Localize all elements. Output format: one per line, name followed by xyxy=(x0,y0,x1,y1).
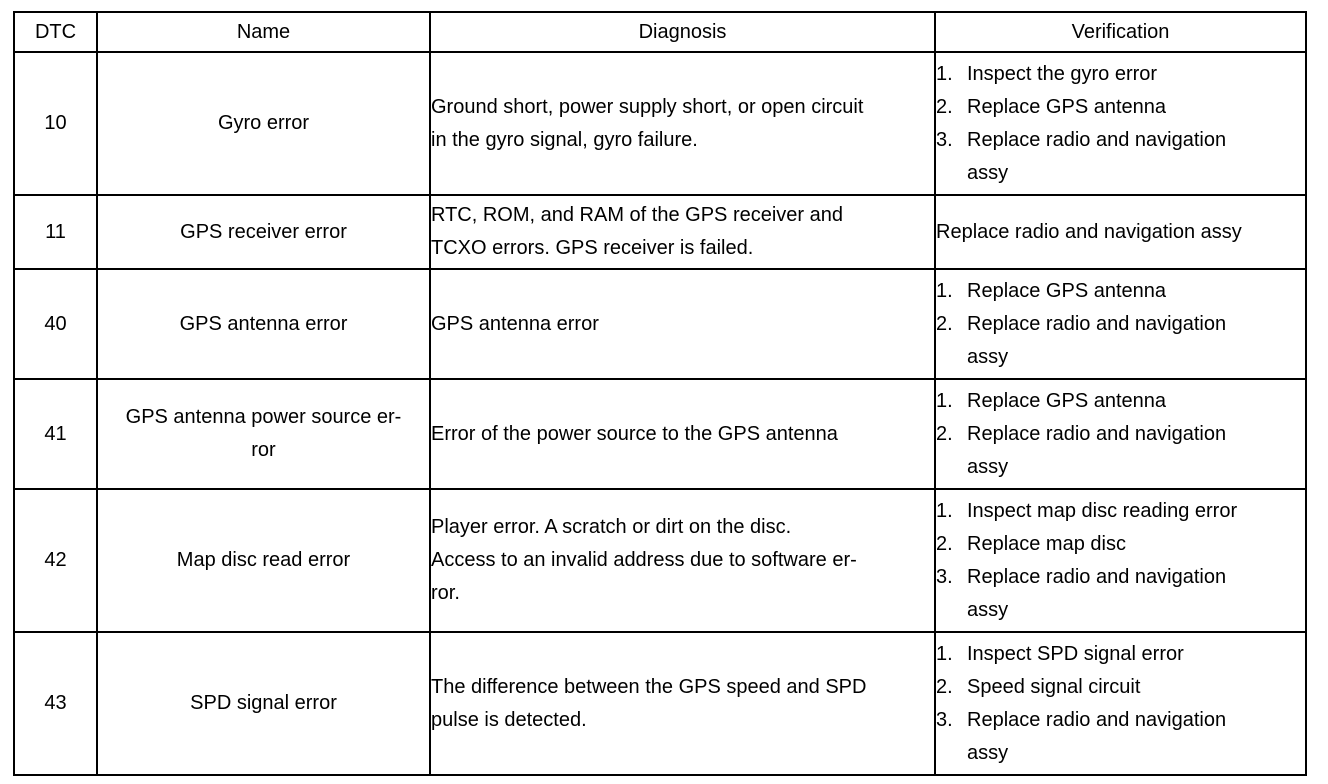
verification-text: Replace radio and navigation assy xyxy=(936,220,1242,243)
step-text: Replace radio and navigation xyxy=(967,708,1227,731)
verification-cell xyxy=(935,269,1306,379)
diagnosis-cell xyxy=(430,195,935,269)
header-verification: Verification xyxy=(935,12,1306,52)
step-number: 3. xyxy=(936,565,953,588)
step-text: Inspect map disc reading error xyxy=(967,499,1238,522)
step-number: 3. xyxy=(936,708,953,731)
verification-step xyxy=(936,704,1305,770)
name-text: GPS receiver error xyxy=(180,220,347,243)
step-text: Replace map disc xyxy=(967,532,1126,555)
diagnosis-line: Error of the power source to the GPS antenna xyxy=(431,422,838,445)
dtc-cell: 40 xyxy=(14,269,97,379)
name-text: GPS antenna power source er- xyxy=(125,406,402,428)
verification-steps xyxy=(936,275,1305,374)
name-text: GPS antenna error xyxy=(179,312,348,335)
table-row xyxy=(14,269,1306,379)
name-text: Map disc read error xyxy=(176,549,351,571)
diagnosis-cell xyxy=(430,489,935,632)
diagnosis-cell xyxy=(430,269,935,379)
name-cell xyxy=(97,52,430,195)
name-cell xyxy=(97,195,430,269)
table-row xyxy=(14,52,1306,195)
step-number: 2. xyxy=(936,312,953,335)
step-text: assy xyxy=(967,345,1009,368)
name-text: Gyro error xyxy=(217,112,310,134)
verification-steps xyxy=(936,385,1305,484)
verification-step xyxy=(936,58,1305,91)
name-cell xyxy=(97,489,430,632)
diagnosis-line: Access to an invalid address due to software er- xyxy=(431,549,857,571)
dtc-cell: 11 xyxy=(14,195,97,269)
verification-steps xyxy=(936,495,1305,627)
dtc-cell: 10 xyxy=(14,52,97,195)
table-body xyxy=(14,52,1306,775)
table-row xyxy=(14,632,1306,775)
header-dtc: DTC xyxy=(14,12,97,52)
step-number: 3. xyxy=(936,128,953,151)
step-text: assy xyxy=(967,598,1009,621)
verification-step xyxy=(936,671,1305,704)
diagnosis-cell xyxy=(430,632,935,775)
verification-step xyxy=(936,638,1305,671)
header-name: Name xyxy=(97,12,430,52)
verification-step xyxy=(936,91,1305,124)
name-text: SPD signal error xyxy=(190,692,337,714)
diagnosis-line: RTC, ROM, and RAM of the GPS receiver and xyxy=(431,204,844,226)
verification-cell xyxy=(935,379,1306,489)
step-number: 2. xyxy=(936,422,953,445)
verification-step xyxy=(936,308,1305,374)
verification-cell xyxy=(935,52,1306,195)
step-text: Replace GPS antenna xyxy=(967,95,1167,118)
verification-steps xyxy=(936,638,1305,770)
step-number: 1. xyxy=(936,389,953,412)
name-cell xyxy=(97,379,430,489)
header-row xyxy=(14,12,1306,52)
diagnosis-cell xyxy=(430,379,935,489)
step-number: 2. xyxy=(936,95,953,118)
diagnosis-line: The difference between the GPS speed and SPD xyxy=(431,675,867,698)
verification-cell xyxy=(935,632,1306,775)
dtc-cell: 41 xyxy=(14,379,97,489)
table-row xyxy=(14,379,1306,489)
diagnosis-line: TCXO errors. GPS receiver is failed. xyxy=(431,237,754,259)
step-text: assy xyxy=(967,741,1009,764)
name-cell xyxy=(97,632,430,775)
diagnosis-line: pulse is detected. xyxy=(431,708,587,731)
table-header xyxy=(14,12,1306,52)
step-text: Replace radio and navigation xyxy=(967,128,1227,151)
verification-step xyxy=(936,528,1305,561)
verification-cell xyxy=(935,195,1306,269)
step-number: 2. xyxy=(936,675,953,698)
diagnosis-line: Player error. A scratch or dirt on the disc. xyxy=(431,516,792,538)
step-number: 1. xyxy=(936,642,953,665)
table-row xyxy=(14,489,1306,632)
dtc-cell: 42 xyxy=(14,489,97,632)
step-text: Replace radio and navigation xyxy=(967,565,1227,588)
name-cell xyxy=(97,269,430,379)
dtc-cell: 43 xyxy=(14,632,97,775)
verification-steps xyxy=(936,58,1305,190)
verification-step xyxy=(936,418,1305,484)
step-number: 1. xyxy=(936,62,953,85)
dtc-table xyxy=(13,11,1307,776)
step-text: assy xyxy=(967,161,1009,184)
step-number: 2. xyxy=(936,532,953,555)
step-text: Replace radio and navigation xyxy=(967,422,1227,445)
diagnosis-line: in the gyro signal, gyro failure. xyxy=(431,128,698,151)
verification-step xyxy=(936,561,1305,627)
diagnosis-line: ror. xyxy=(431,582,460,604)
verification-step xyxy=(936,124,1305,190)
diagnosis-line: GPS antenna error xyxy=(431,312,599,335)
step-text: Speed signal circuit xyxy=(967,675,1141,698)
verification-step xyxy=(936,275,1305,308)
step-text: Replace radio and navigation xyxy=(967,312,1227,335)
step-text: Replace GPS antenna xyxy=(967,389,1167,412)
step-text: Replace GPS antenna xyxy=(967,279,1167,302)
verification-cell xyxy=(935,489,1306,632)
table-row xyxy=(14,195,1306,269)
step-number: 1. xyxy=(936,499,953,522)
name-text: ror xyxy=(251,439,276,461)
step-text: Inspect the gyro error xyxy=(967,62,1158,85)
header-diagnosis: Diagnosis xyxy=(430,12,935,52)
step-text: Inspect SPD signal error xyxy=(967,642,1184,665)
verification-step xyxy=(936,385,1305,418)
verification-step xyxy=(936,495,1305,528)
diagnosis-line: Ground short, power supply short, or open circuit xyxy=(431,95,864,118)
step-text: assy xyxy=(967,455,1009,478)
step-number: 1. xyxy=(936,279,953,302)
diagnosis-cell xyxy=(430,52,935,195)
